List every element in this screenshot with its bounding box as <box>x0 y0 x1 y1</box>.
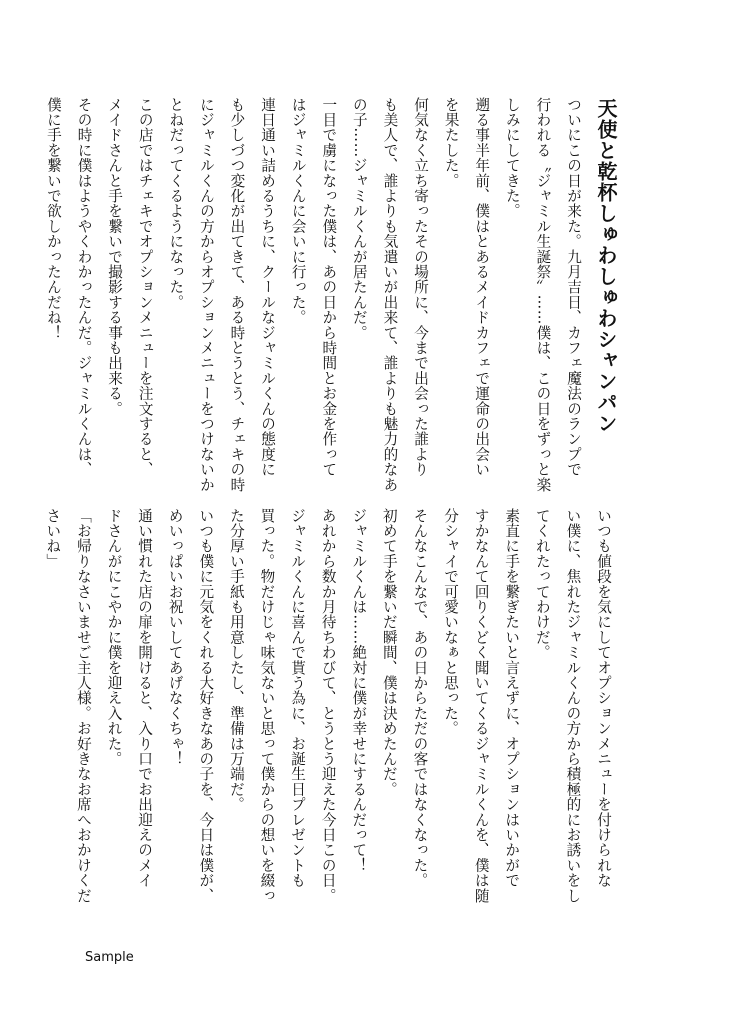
text-line: ジャミルくんは……絶対に僕が幸せにするんだって！ <box>350 508 368 873</box>
text-line: 一目で虜になった僕は、あの日から時間とお金を作って <box>320 97 338 477</box>
text-line: いつも値段を気にしてオプションメニューを付けられな <box>595 508 612 888</box>
text-line: すかなんて回りくどく聞いてくるジャミルくんを、僕は随 <box>472 508 490 904</box>
text-line: 分シャイで可愛いなぁと思った。 <box>442 508 460 736</box>
text-line: ジャミルくんに喜んで貰う為に、お誕生日プレゼントも <box>289 508 307 888</box>
text-line: その時に僕はようやくわかったんだ。ジャミルくんは、 <box>75 97 93 477</box>
text-line: はジャミルくんに会いに行った。 <box>289 97 307 325</box>
text-line: 素直に手を繋ぎたいと言えずに、オプションはいかがで <box>503 508 521 888</box>
text-line: にジャミルくんの方からオプションメニューをつけないか <box>197 97 215 493</box>
text-line: 僕に手を繋いで欲しかったんだね！ <box>44 97 62 341</box>
text-line: 「お帰りなさいませご主人様。お好きなお席へおかけくだ <box>74 508 92 904</box>
sample-label: Sample <box>85 950 134 965</box>
upper-text-block <box>44 97 588 493</box>
text-line: 連日通い詰めるうちに、クールなジャミルくんの態度に <box>259 97 277 477</box>
text-line: メイドさんと手を繋いで撮影する事も出来る。 <box>106 97 124 417</box>
text-line: の子……ジャミルくんが居たんだ。 <box>350 97 368 341</box>
text-line: とねだってくるようになった。 <box>167 97 185 310</box>
text-line: た分厚い手紙も用意したし、準備は万端だ。 <box>227 508 245 812</box>
text-line: 何気なく立ち寄ったその場所に、今まで出会った誰より <box>412 97 430 477</box>
text-line: ドさんがにこやかに僕を迎え入れた。 <box>105 508 123 767</box>
lower-text-block <box>44 508 618 904</box>
text-line: そんなこんなで、あの日からただの客ではなくなった。 <box>411 508 429 888</box>
text-line: 買った。物だけじゃ味気ないと思って僕からの想いを綴っ <box>258 508 276 904</box>
text-line: いつも僕に元気をくれる大好きなあの子を、今日は僕が、 <box>197 508 215 904</box>
text-line: しみにしてきた。 <box>503 97 521 219</box>
text-line: てくれたってわけだ。 <box>533 508 551 660</box>
text-line: さいね」 <box>44 508 62 569</box>
text-line: も美人で、誰よりも気遣いが出来て、誰よりも魅力的なあ <box>381 97 399 493</box>
text-line: ついにこの日が来た。九月吉日、カフェ魔法のランプで <box>565 97 582 477</box>
text-line: 遡る事半年前、僕はとあるメイドカフェで運命の出会い <box>473 97 491 477</box>
text-line: 行われる〝ジャミル生誕祭〟……僕は、この日をずっと楽 <box>534 97 552 493</box>
chapter-title: 天使と乾杯しゅわしゅわシャンパン <box>594 98 618 434</box>
text-line: めいっぱいお祝いしてあげなくちゃ！ <box>166 508 184 767</box>
text-line: 初めて手を繋いだ瞬間、僕は決めたんだ。 <box>380 508 398 797</box>
text-line: この店ではチェキでオプションメニューを注文すると、 <box>136 97 154 477</box>
text-line: あれから数か月待ちわびて、とうとう迎えた今日この日。 <box>319 508 337 904</box>
text-line: も少しづつ変化が出てきて、ある時とうとう、チェキの時 <box>228 97 246 493</box>
text-line: 通い慣れた店の扉を開けると、入り口でお出迎えのメイ <box>136 508 154 888</box>
text-line: を果たした。 <box>442 97 460 189</box>
text-line: い僕に、焦れたジャミルくんの方から積極的にお誘いをし <box>564 508 582 904</box>
